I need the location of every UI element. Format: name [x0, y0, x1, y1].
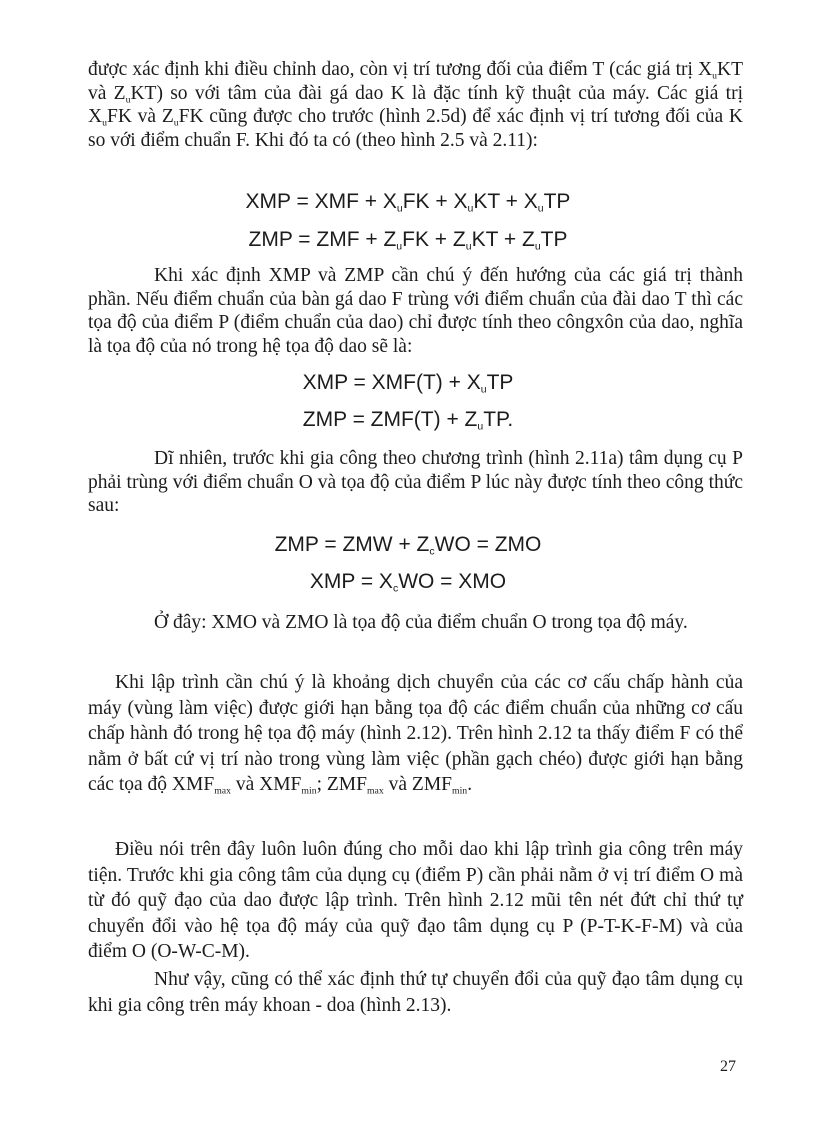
equation-xmo: XMP = $X_cWO$ = XMO	[309, 570, 507, 595]
equation-zmp: ZMP = ZMF + $Z_uFK + Z_uKT + Z_uTP$	[248, 228, 568, 253]
equation-xmp: XMP = XMF + $X_uFK + X_uKT + X_uTP$	[245, 190, 571, 215]
equation-zmo: ZMP = ZMW + $Z_cWO$ = ZMO	[274, 533, 542, 558]
paragraph-2: Khi xác định XMP và ZMP cần chú ý đến hướng của các giá trị thành phần. Nếu điểm chuẩn của bàn gá dao F trùng với điểm chuẩn của đài dao T thì các tọa độ của điểm P (điểm chuẩn của dao) chỉ được tính theo côngxôn của dao, nghĩa là tọa độ của nó trong hệ tọa độ dao sẽ là:	[88, 265, 743, 357]
paragraph-1: được xác định khi điều chỉnh dao, còn vị trí tương đối của điểm T (các giá trị $X_uKT$ và $Z_uKT$) so với tâm của đài gá dao K là đặc tính kỹ thuật của máy. Các giá trị $X_uFK$ và $Z_uFK$ cũng được cho trước (hình 2.5d) để xác định vị trí tương đối của K so với điểm chuẩn F. Khi đó ta có (theo hình 2.5 và 2.11):	[88, 59, 743, 151]
page-number: 27	[720, 1058, 736, 1075]
paragraph-6: Điều nói trên đây luôn luôn đúng cho mỗi dao khi lập trình gia công trên máy tiện. Trước khi gia công tâm của dụng cụ (điểm P) cần phải nằm ở vị trí điểm O mà từ đó quỹ đạo của dao được lập trình. Trên hình 2.12 mũi tên nét đứt chỉ thứ tự chuyển đổi vào hệ tọa độ máy của quỹ đạo tâm dụng cụ P (P-T-K-F-M) và của điểm O (O-W-C-M).	[88, 839, 743, 962]
equation-zmp-tool: ZMP = $ZMF(T) + Z_uTP$.	[302, 408, 514, 433]
paragraph-3: Dĩ nhiên, trước khi gia công theo chương trình (hình 2.11a) tâm dụng cụ P phải trùng với điểm chuẩn O và tọa độ của điểm P lúc này được tính theo công thức sau:	[88, 448, 743, 516]
equation-xmp-tool: XMP = $XMF(T) + X_uTP$	[302, 371, 514, 396]
paragraph-4: Ở đây: XMO và ZMO là tọa độ của điểm chuẩn O trong tọa độ máy.	[154, 612, 688, 633]
paragraph-7: Như vậy, cũng có thể xác định thứ tự chuyển đổi của quỹ đạo tâm dụng cụ khi gia công trên máy khoan - doa (hình 2.13).	[88, 969, 743, 1016]
paragraph-5: Khi lập trình cần chú ý là khoảng dịch chuyển của các cơ cấu chấp hành của máy (vùng làm việc) được giới hạn bằng tọa độ các điểm chuẩn của những cơ cấu chấp hành đó trong hệ tọa độ máy (hình 2.12). Trên hình 2.12 ta thấy điểm F có thể nằm ở bất cứ vị trí nào trong vùng làm việc (phần gạch chéo) được giới hạn bằng các tọa độ $XMF_{max}$ và $XMF_{min}$; $ZMF_{max}$ và $ZMF_{min}$.	[88, 672, 743, 797]
